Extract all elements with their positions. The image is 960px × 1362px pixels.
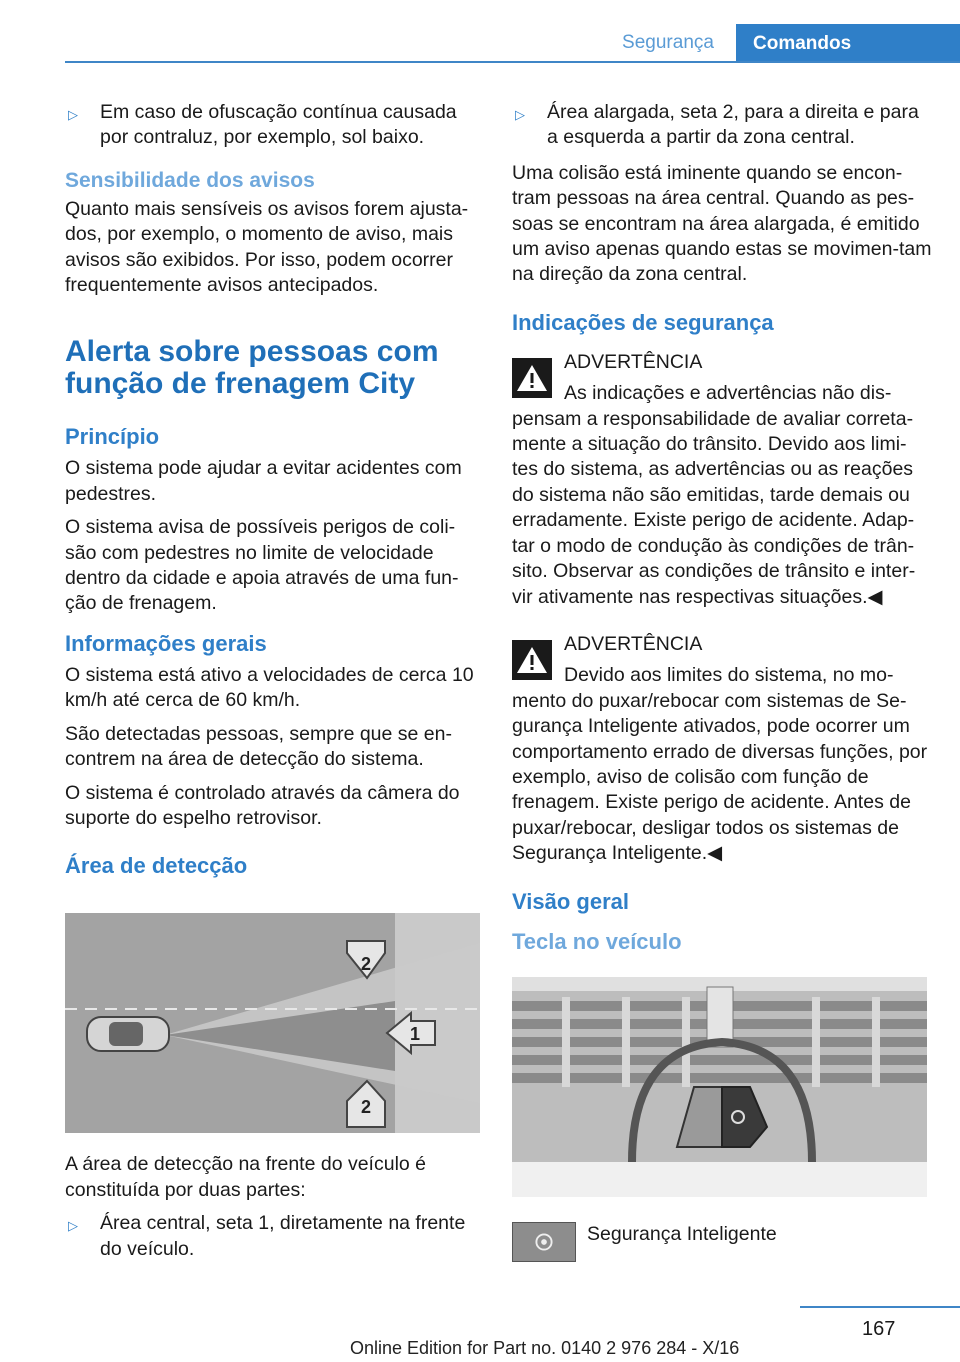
page-number: 167 [862, 1318, 896, 1340]
right-column [512, 100, 932, 1262]
warning-text: As indicações e advertências não dis- [564, 382, 892, 405]
warning-triangle-icon [512, 358, 552, 398]
header-rule [65, 61, 960, 63]
warning-text: pensam a responsabilidade de avaliar correta-mente a situação do trânsito. Devido aos limi-tes do sistema, as advertências ou as reações do sistema não são emitidas, tarde demais ou erradamente. Existe perigo de acidente. Adap-tar o modo de condução às condições de trân-sito. Observar as condições de trânsito e inter-vir ativamente nas respectivas situações.◀ [512, 407, 916, 608]
list-item [65, 1211, 480, 1262]
list-item-text: Área central, seta 1, diretamente na frente do veículo. [100, 1212, 466, 1260]
left-column [65, 100, 480, 1272]
warning-heading: ADVERTÊNCIA [564, 350, 703, 373]
button-legend-row [512, 1222, 932, 1262]
warning-triangle-icon [512, 640, 552, 680]
paragraph: Uma colisão está iminente quando se encon-tram pessoas na área central. Quando as pes-soas se encontram na área alargada, é emitido um aviso apenas quando estas se movimen-tam na direção da zona central. [512, 161, 932, 286]
section-heading-safety: Indicações de segurança [512, 309, 774, 335]
list-item [512, 100, 932, 151]
triangle-bullet-icon: ▷ [68, 107, 78, 122]
header-chapter-tab[interactable]: Comandos [736, 24, 960, 63]
detection-area-diagram [65, 913, 480, 1133]
section-heading-sensitivity: Sensibilidade dos avisos [65, 168, 315, 192]
list-item-text: Em caso de ofuscação contínua causada por contraluz, por exemplo, sol baixo. [100, 101, 457, 149]
page-title: Alerta sobre pessoas com função de frenagem City [65, 335, 439, 401]
arrow-label: 2 [360, 1097, 372, 1118]
triangle-bullet-icon: ▷ [515, 107, 525, 122]
paragraph: O sistema avisa de possíveis perigos de coli-são com pedestres no limite de velocidade dentro da cidade e apoia através de uma fun-ção de frenagem. [65, 516, 459, 615]
intelligent-safety-button-icon [512, 1222, 576, 1262]
list-item [65, 100, 480, 151]
warning-heading: ADVERTÊNCIA [564, 632, 703, 655]
paragraph: O sistema está ativo a velocidades de cerca 10 km/h até cerca de 60 km/h. [65, 663, 474, 712]
edition-text: Online Edition for Part no. 0140 2 976 284 - X/16 [350, 1338, 740, 1358]
subheading-button: Tecla no veículo [512, 928, 682, 954]
header-section[interactable]: Segurança [622, 32, 714, 53]
car-icon [87, 1017, 169, 1051]
section-heading-principle: Princípio [65, 424, 160, 450]
warning-text: Devido aos limites do sistema, no mo- [564, 664, 894, 687]
list-item-text: Área alargada, seta 2, para a direita e para a esquerda a partir da zona central. [547, 101, 919, 149]
button-legend-label: Segurança Inteligente [587, 1222, 777, 1245]
warning-text: mento do puxar/rebocar com sistemas de Se-gurança Inteligente ativados, pode ocorrer um comportamento errado de diversas funções, por exemplo, aviso de colisão com função de frenagem. Existe perigo de acidente. Antes de puxar/rebocar, desligar todos os sistemas de Segurança Inteligente.◀ [512, 689, 928, 865]
section-heading-overview: Visão geral [512, 888, 629, 914]
triangle-bullet-icon: ▷ [68, 1218, 78, 1234]
paragraph: O sistema pode ajudar a evitar acidentes com pedestres. [65, 457, 462, 505]
paragraph: Quanto mais sensíveis os avisos forem ajusta-dos, por exemplo, o momento de aviso, mais avisos são exibidos. Por isso, podem ocorrer frequentemente avisos antecipados. [65, 197, 469, 297]
paragraph: O sistema é controlado através da câmera do suporte do espelho retrovisor. [65, 781, 460, 829]
vehicle-button-photo [512, 977, 927, 1197]
section-heading-general: Informações gerais [65, 630, 267, 656]
section-heading-detection-area: Área de detecção [65, 853, 248, 879]
arrow-label: 2 [360, 954, 372, 975]
warning-block [512, 632, 932, 867]
arrow-label: 1 [409, 1024, 421, 1045]
footer-rule [800, 1306, 960, 1308]
paragraph: São detectadas pessoas, sempre que se en-contrem na área de detecção do sistema. [65, 722, 452, 771]
paragraph: A área de detecção na frente do veículo é constituída por duas partes: [65, 1153, 427, 1201]
warning-block [512, 350, 932, 610]
